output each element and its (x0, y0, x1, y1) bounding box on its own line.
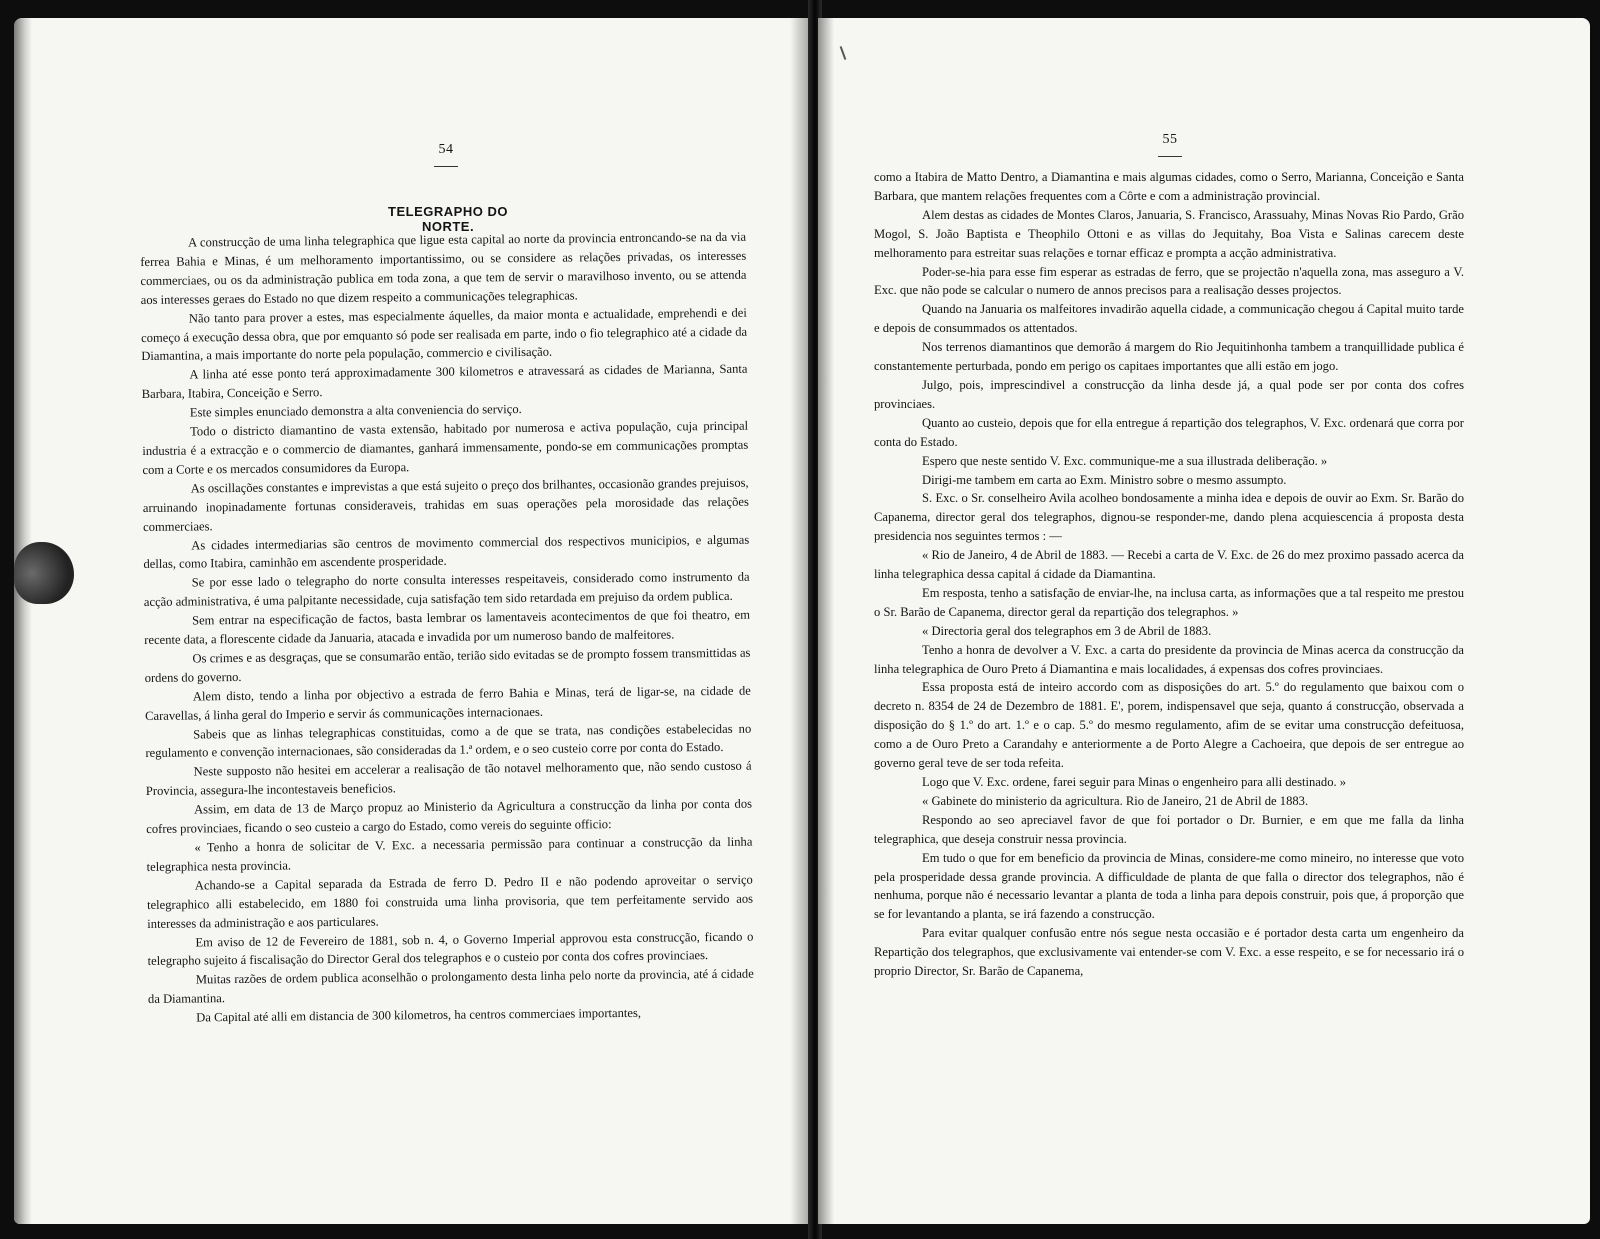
paragraph: « Rio de Janeiro, 4 de Abril de 1883. — Recebi a carta de V. Exc. de 26 do mez proximo passado acerca da linha telegraphica dessa capital á cidade da Diamantina. (874, 548, 1464, 582)
paragraph: Achando-se a Capital separada da Estrada de ferro D. Pedro II e não podendo aproveitar o serviço telegraphico alli estabelecido, em 1880 foi construida uma linha provisoria, que tem perfeitamente servido aos interesses da administração e aos particulares. (146, 872, 754, 931)
section-title: TELEGRAPHO DO NORTE. (388, 204, 508, 234)
page-number-text: 54 (438, 142, 454, 157)
paragraph: Em aviso de 12 de Fevereiro de 1881, sob n. 4, o Governo Imperial approvou esta construcção, ficando o telegrapho sujeito á fiscalisação do Director Geral dos telegraphos e o custeio por conta dos cofres provinciaes. (147, 929, 754, 969)
paragraph: Muitas razões de ordem publica aconselhão o prolongamento desta linha pelo norte da provincia, até á cidade da Diamantina. (147, 966, 754, 1007)
paragraph: Em tudo o que for em beneficio da provincia de Minas, considere-me como mineiro, no interesse que voto pela prosperidade dessa grande provincia. A difficuldade de planta de que falla o director dos telegraphos, não é nenhuma, porque não é necessario levantar a planta de toda a linha para depois construir, pois que, á proporção que se for levantando a planta, se irá fazendo a construcção. (874, 850, 1464, 922)
paragraph: Quanto ao custeio, depois que for ella entregue á repartição dos telegraphos, V. Exc. ordenará que corra por conta do Estado. (874, 415, 1464, 449)
paragraph: Julgo, pois, imprescindivel a construcção da linha desde já, a qual pode ser por conta dos cofres provinciaes. (874, 377, 1464, 411)
right-text-column (874, 168, 1464, 981)
paragraph: « Gabinete do ministerio da agricultura. Rio de Janeiro, 21 de Abril de 1883. (922, 793, 1309, 808)
left-text-column (140, 228, 754, 1028)
paragraph: A linha até esse ponto terá approximadamente 300 kilometros e atravessará as cidades de Marianna, Santa Barbara, Itabira, Conceição e Serro. (141, 361, 748, 402)
paragraph: Quando na Januaria os malfeitores invadirão aquella cidade, a communicação chegou á Capital muito tarde e depois de consummados os attentados. (874, 302, 1464, 336)
paragraph: Alem disto, tendo a linha por objectivo a estrada de ferro Bahia e Minas, terá de ligar-se, na cidade de Caravellas, á linha geral do Imperio e servir ás communicações internacionaes. (144, 683, 751, 723)
paragraph: As oscillações constantes e imprevistas a que está sujeito o preço dos brilhantes, occasionão grandes prejuisos, arruinando inopinadamente fortunas consideraveis, trahidas em suas operações pela morosidade das relações commerciaes. (142, 475, 749, 534)
paragraph: Não tanto para prover a estes, mas especialmente áquelles, da maior monta e actualidade, emprehendi e dei começo á execução dessa obra, que por emquanto só pode ser realisada em parte, indo o fio telegraphico até a cidade da Diamantina, a mais importante do norte pela população, commercio e civilisação. (141, 305, 748, 364)
paragraph: Tenho a honra de devolver a V. Exc. a carta do presidente da provincia de Minas acerca da construcção da linha telegraphica de Ouro Preto á Diamantina e mais localidades, á expensas dos cofres provinciaes. (874, 642, 1464, 676)
paragraph: como a Itabira de Matto Dentro, a Diamantina e mais algumas cidades, como o Serro, Marianna, Conceição e Santa Barbara, que mantem relações frequentes com a Côrte e com a administração provincial. (874, 170, 1464, 203)
page-edge-shadow (14, 18, 32, 1224)
paragraph: Espero que neste sentido V. Exc. communique-me a sua illustrada deliberação. » (922, 453, 1328, 468)
gutter-shadow (818, 18, 834, 1224)
left-page (14, 18, 812, 1224)
paragraph: Logo que V. Exc. ordene, farei seguir para Minas o engenheiro para alli destinado. » (922, 775, 1347, 789)
paragraph: Da Capital até alli em distancia de 300 kilometros, ha centros commerciaes importantes, (196, 1005, 642, 1025)
page-number-rule (434, 166, 458, 167)
paragraph: Poder-se-hia para esse fim esperar as estradas de ferro, que se projectão n'aquella zona, mas asseguro a V. Exc. que não pode se calcular o numero de annos precisos para a realisação desses projectos. (874, 264, 1464, 298)
page-number (1140, 132, 1200, 157)
paragraph: As cidades intermediarias são centros de movimento commercial dos respectivos municipios, e algumas dellas, como Itabira, caminhão em ascendente prosperidade. (143, 532, 750, 572)
paragraph: S. Exc. o Sr. conselheiro Avila acolheo bondosamente a minha idea e depois de ouvir ao Exm. Sr. Barão do Capanema, director geral dos telegraphos, dignou-se responder-me, dando plena acquiescencia á proposta desta presidencia nos seguintes termos : — (874, 491, 1464, 544)
paragraph: Todo o districto diamantino de vasta extensão, habitado por numerosa e activa população, cuja principal industria é a extracção e o commercio de diamantes, ganhará immensamente, pondo-se em communicações promptas com a Corte e os mercados consumidores da Europa. (142, 418, 749, 477)
paragraph: Se por esse lado o telegrapho do norte consulta interesses respeitaveis, considerado como instrumento da acção administrativa, é uma palpitante necessidade, cuja satisfação tem sido retardada em prejuiso da ordem publica. (143, 569, 750, 610)
page-number (416, 142, 476, 167)
paragraph: Respondo ao seo apreciavel favor de que foi portador o Dr. Burnier, e em que me falla da linha telegraphica, que deseja construir nessa provincia. (874, 812, 1464, 846)
paragraph: Assim, em data de 13 de Março propuz ao Ministerio da Agricultura a construcção da linha por conta dos cofres provinciaes, ficando o seo custeio a cargo do Estado, como vereis do seguinte officio: (146, 796, 753, 837)
paragraph: « Directoria geral dos telegraphos em 3 de Abril de 1883. (922, 623, 1212, 638)
paragraph: A construcção de uma linha telegraphica que ligue esta capital ao norte da provincia entroncando-se na da via ferrea Bahia e Minas, é um melhoramento importantissimo, ou se considere as relações privadas, os interesses commerciaes, ou os da administração publica em toda zona, a que tem de servir o maravilhoso invento, ou se attenda aos interesses geraes do Estado no que dizem respeito a communicações telegraphicas. (140, 229, 747, 307)
binding-clip (14, 542, 74, 604)
paragraph: Em resposta, tenho a satisfação de enviar-lhe, na inclusa carta, as informações que a tal respeito me prestou o Sr. Barão de Capanema, director geral da repartição dos telegraphos. » (874, 585, 1464, 619)
page-number-rule (1158, 156, 1182, 157)
paragraph: Essa proposta está de inteiro accordo com as disposições do art. 5.º do regulamento que baixou com o decreto n. 8354 de 24 de Dezembro de 1881. E', porem, indispensavel que seja, quanto á construcção, observada a disposição do § 1.º do art. 1.º e o cap. 5.º do mesmo regulamento, afim de se evitar uma construcção defeituosa, como a de Ouro Preto a Carandahy e anteriormente a de Porto Alegre a Cachoeira, que depois de ser entregue ao governo geral teve de ser toda refeita. (874, 680, 1464, 771)
paragraph: Dirigi-me tambem em carta ao Exm. Ministro sobre o mesmo assumpto. (922, 472, 1287, 487)
page-number-text: 55 (1162, 132, 1178, 147)
paragraph: « Tenho a honra de solicitar de V. Exc. a necessaria permissão para continuar a construcção da linha telegraphica nesta provincia. (146, 834, 753, 874)
paragraph: Para evitar qualquer confusão entre nós segue nesta occasião e é portador desta carta um engenheiro da Repartição dos telegraphos, que exclusivamente vai entender-se com V. Exc. a esse respeito, e se for necessario irá o proprio Director, Sr. Barão de Capanema, (874, 926, 1464, 979)
paragraph: Alem destas as cidades de Montes Claros, Januaria, S. Francisco, Arassuahy, Minas Novas Rio Pardo, Grão Mogol, S. João Baptista e Theophilo Ottoni e as villas do Jequitahy, Boa Vista e Salinas carecem deste melhoramento para estreitar suas relações e tornar efficaz e prompta a acção administrativa. (874, 207, 1464, 260)
paragraph: Neste supposto não hesitei em accelerar a realisação de tão notavel melhoramento que, não sendo custoso á Provincia, assegura-lhe incontestaveis beneficios. (145, 758, 752, 799)
paragraph: Sabeis que as linhas telegraphicas constituidas, como a de que se trata, nas condições estabelecidas no regulamento e convenção internacionaes, são consideradas da 1.ª ordem, e o seo custeio corre por conta do Estado. (145, 721, 752, 761)
right-page (818, 18, 1590, 1224)
paragraph: Sem entrar na especificação de factos, basta lembrar os lamentaveis acontecimentos de que foi theatro, em recente data, a florescente cidade da Januaria, atacada e invadida por um numeroso bando de malfeitores. (144, 607, 751, 648)
paragraph: Nos terrenos diamantinos que demorão á margem do Rio Jequitinhonha tambem a tranquillidade publica é constantemente perturbada, pondo em perigo os capitaes importantes que alli estão em jogo. (874, 340, 1464, 374)
paragraph: Os crimes e as desgraças, que se consumarão então, terião sido evitadas se de prompto fossem transmittidas as ordens do governo. (144, 645, 751, 685)
paragraph: Este simples enunciado demonstra a alta conveniencia do serviço. (189, 402, 522, 420)
